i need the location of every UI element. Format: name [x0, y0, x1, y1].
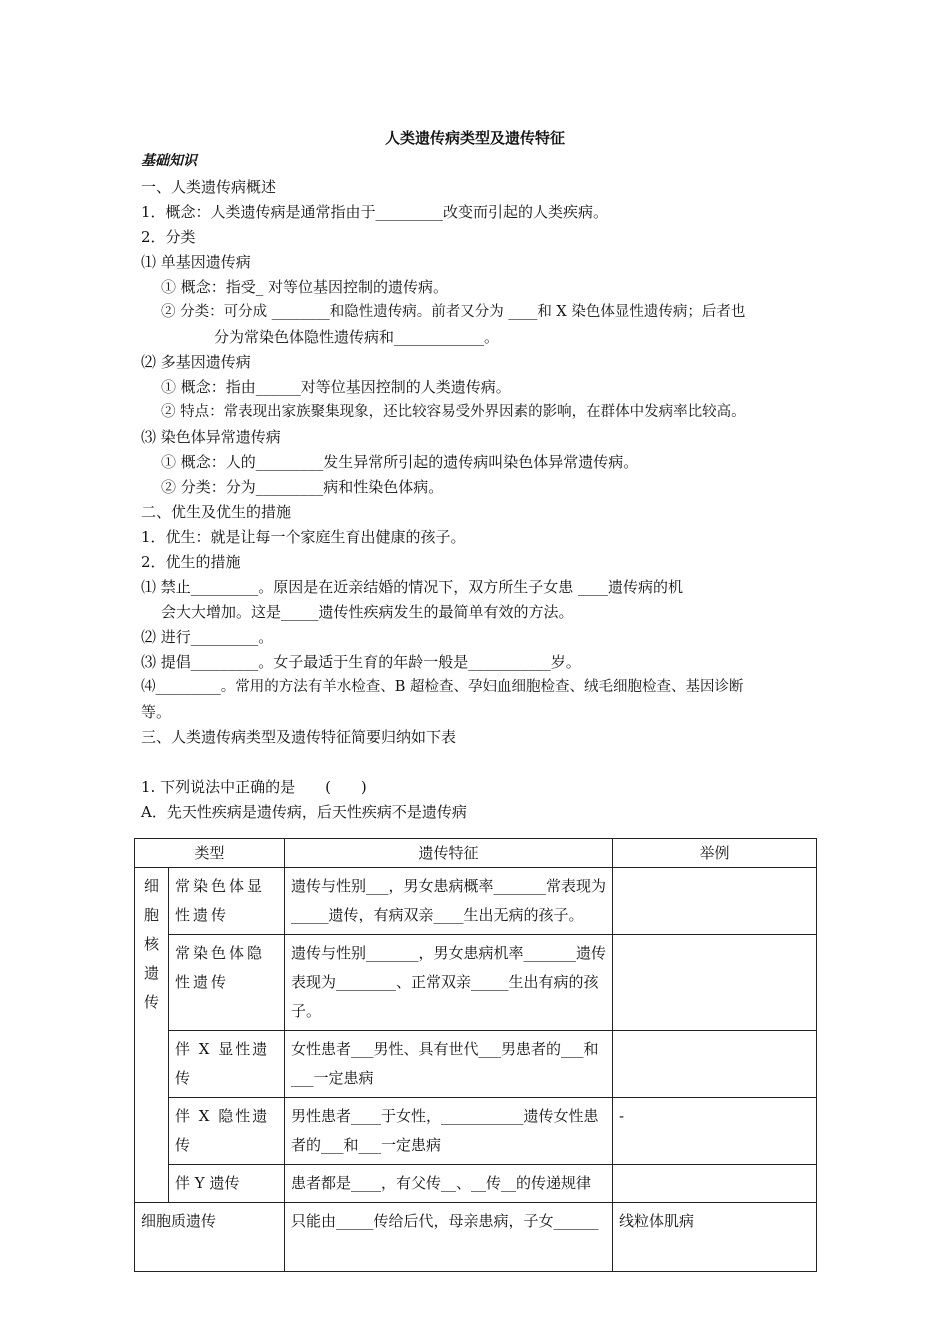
cell-type: 常染色体显性遗传: [169, 868, 285, 935]
text-line: 2．优生的措施: [141, 553, 241, 571]
text-line: 1．优生：就是让每一个家庭生育出健康的孩子。: [141, 528, 466, 546]
header-feature: 遗传特征: [285, 839, 613, 868]
text-line: ① 概念：指受_ 对等位基因控制的遗传病。: [161, 278, 449, 296]
text-line: ⑴ 禁止_________。原因是在近亲结婚的情况下，双方所生子女患 ____遗传病的机: [141, 578, 684, 596]
section-subhead: 基础知识: [141, 153, 197, 169]
text-line: ⑷_________。常用的方法有羊水检查、B 超检查、孕妇血细胞检查、绒毛细胞检查、基因诊断: [141, 679, 744, 695]
table-row: [135, 1098, 817, 1165]
document-title: 人类遗传病类型及遗传特征: [384, 129, 565, 147]
cell-example: [613, 1031, 817, 1098]
text-line: ① 概念：指由______对等位基因控制的人类遗传病。: [161, 378, 511, 396]
question-line: 1. 下列说法中正确的是 ( ): [141, 778, 367, 796]
text-line: ① 概念：人的_________发生异常所引起的遗传病叫染色体异常遗传病。: [161, 453, 639, 471]
cell-feature: 遗传与性别_______，男女患病机率_______遗传表现为________、正常双亲_____生出有病的孩子。: [285, 935, 613, 1031]
text-line: 一、人类遗传病概述: [141, 178, 277, 196]
header-example: 举例: [613, 839, 817, 868]
cell-feature: 患者都是____，有父传__、__传__的传递规律: [285, 1165, 613, 1203]
cell-feature: 男性患者____于女性，___________遗传女性患者的___和___一定患病: [285, 1098, 613, 1165]
nuclear-inheritance-label: [135, 868, 169, 1203]
text-line: ⑵ 进行_________。: [141, 628, 274, 646]
table-row: [135, 1165, 817, 1203]
cell-example: -: [613, 1098, 817, 1165]
cell-example: [613, 868, 817, 935]
text-line: 2．分类: [141, 228, 196, 246]
table-row: [135, 1031, 817, 1098]
text-line: ② 特点：常表现出家族聚集现象，还比较容易受外界因素的影响，在群体中发病率比较高。: [161, 404, 746, 420]
cell-type: 伴 X 隐性遗传: [169, 1098, 285, 1165]
table-row: [135, 1203, 817, 1272]
option-line: A．先天性疾病是遗传病，后天性疾病不是遗传病: [141, 803, 467, 821]
text-line: ⑵ 多基因遗传病: [141, 353, 251, 371]
text-line: 三、人类遗传病类型及遗传特征简要归纳如下表: [141, 728, 457, 746]
cell-example: 线粒体肌病: [613, 1203, 817, 1272]
side-label-text: 细胞核遗传: [143, 877, 159, 1011]
table-row: [135, 868, 817, 935]
text-line: 分为常染色体隐性遗传病和____________。: [214, 328, 500, 346]
cell-example: [613, 1165, 817, 1203]
text-line: ② 分类：分为_________病和性染色体病。: [161, 478, 444, 496]
header-type: 类型: [135, 839, 285, 868]
text-line: ② 分类：可分成 ________和隐性遗传病。前者又分为 ____和 X 染色体显性遗传病；后者也: [161, 304, 746, 320]
cell-type: 细胞质遗传: [135, 1203, 285, 1272]
table-row: [135, 935, 817, 1031]
text-line: 二、优生及优生的措施: [141, 503, 292, 521]
cell-feature: 只能由_____传给后代，母亲患病，子女______: [285, 1203, 613, 1272]
cell-feature: 女性患者___男性、具有世代___男患者的___和___一定患病: [285, 1031, 613, 1098]
cell-type: 伴 Y 遗传: [169, 1165, 285, 1203]
cell-type: 伴 X 显性遗传: [169, 1031, 285, 1098]
text-line: ⑶ 染色体异常遗传病: [141, 428, 281, 446]
cell-feature: 遗传与性别___，男女患病概率_______常表现为_____遗传，有病双亲____生出无病的孩子。: [285, 868, 613, 935]
table-header-row: [135, 839, 817, 868]
genetic-disease-table: [134, 838, 817, 1272]
cell-example: [613, 935, 817, 1031]
text-line: ⑴ 单基因遗传病: [141, 253, 251, 271]
cell-type: 常染色体隐性遗传: [169, 935, 285, 1031]
text-line: 1．概念：人类遗传病是通常指由于_________改变而引起的人类疾病。: [141, 203, 609, 221]
text-line: 会大大增加。这是_____遗传性疾病发生的最简单有效的方法。: [161, 603, 574, 621]
text-line: ⑶ 提倡_________。女子最适于生育的年龄一般是___________岁。: [141, 653, 581, 671]
text-line: 等。: [141, 703, 172, 721]
